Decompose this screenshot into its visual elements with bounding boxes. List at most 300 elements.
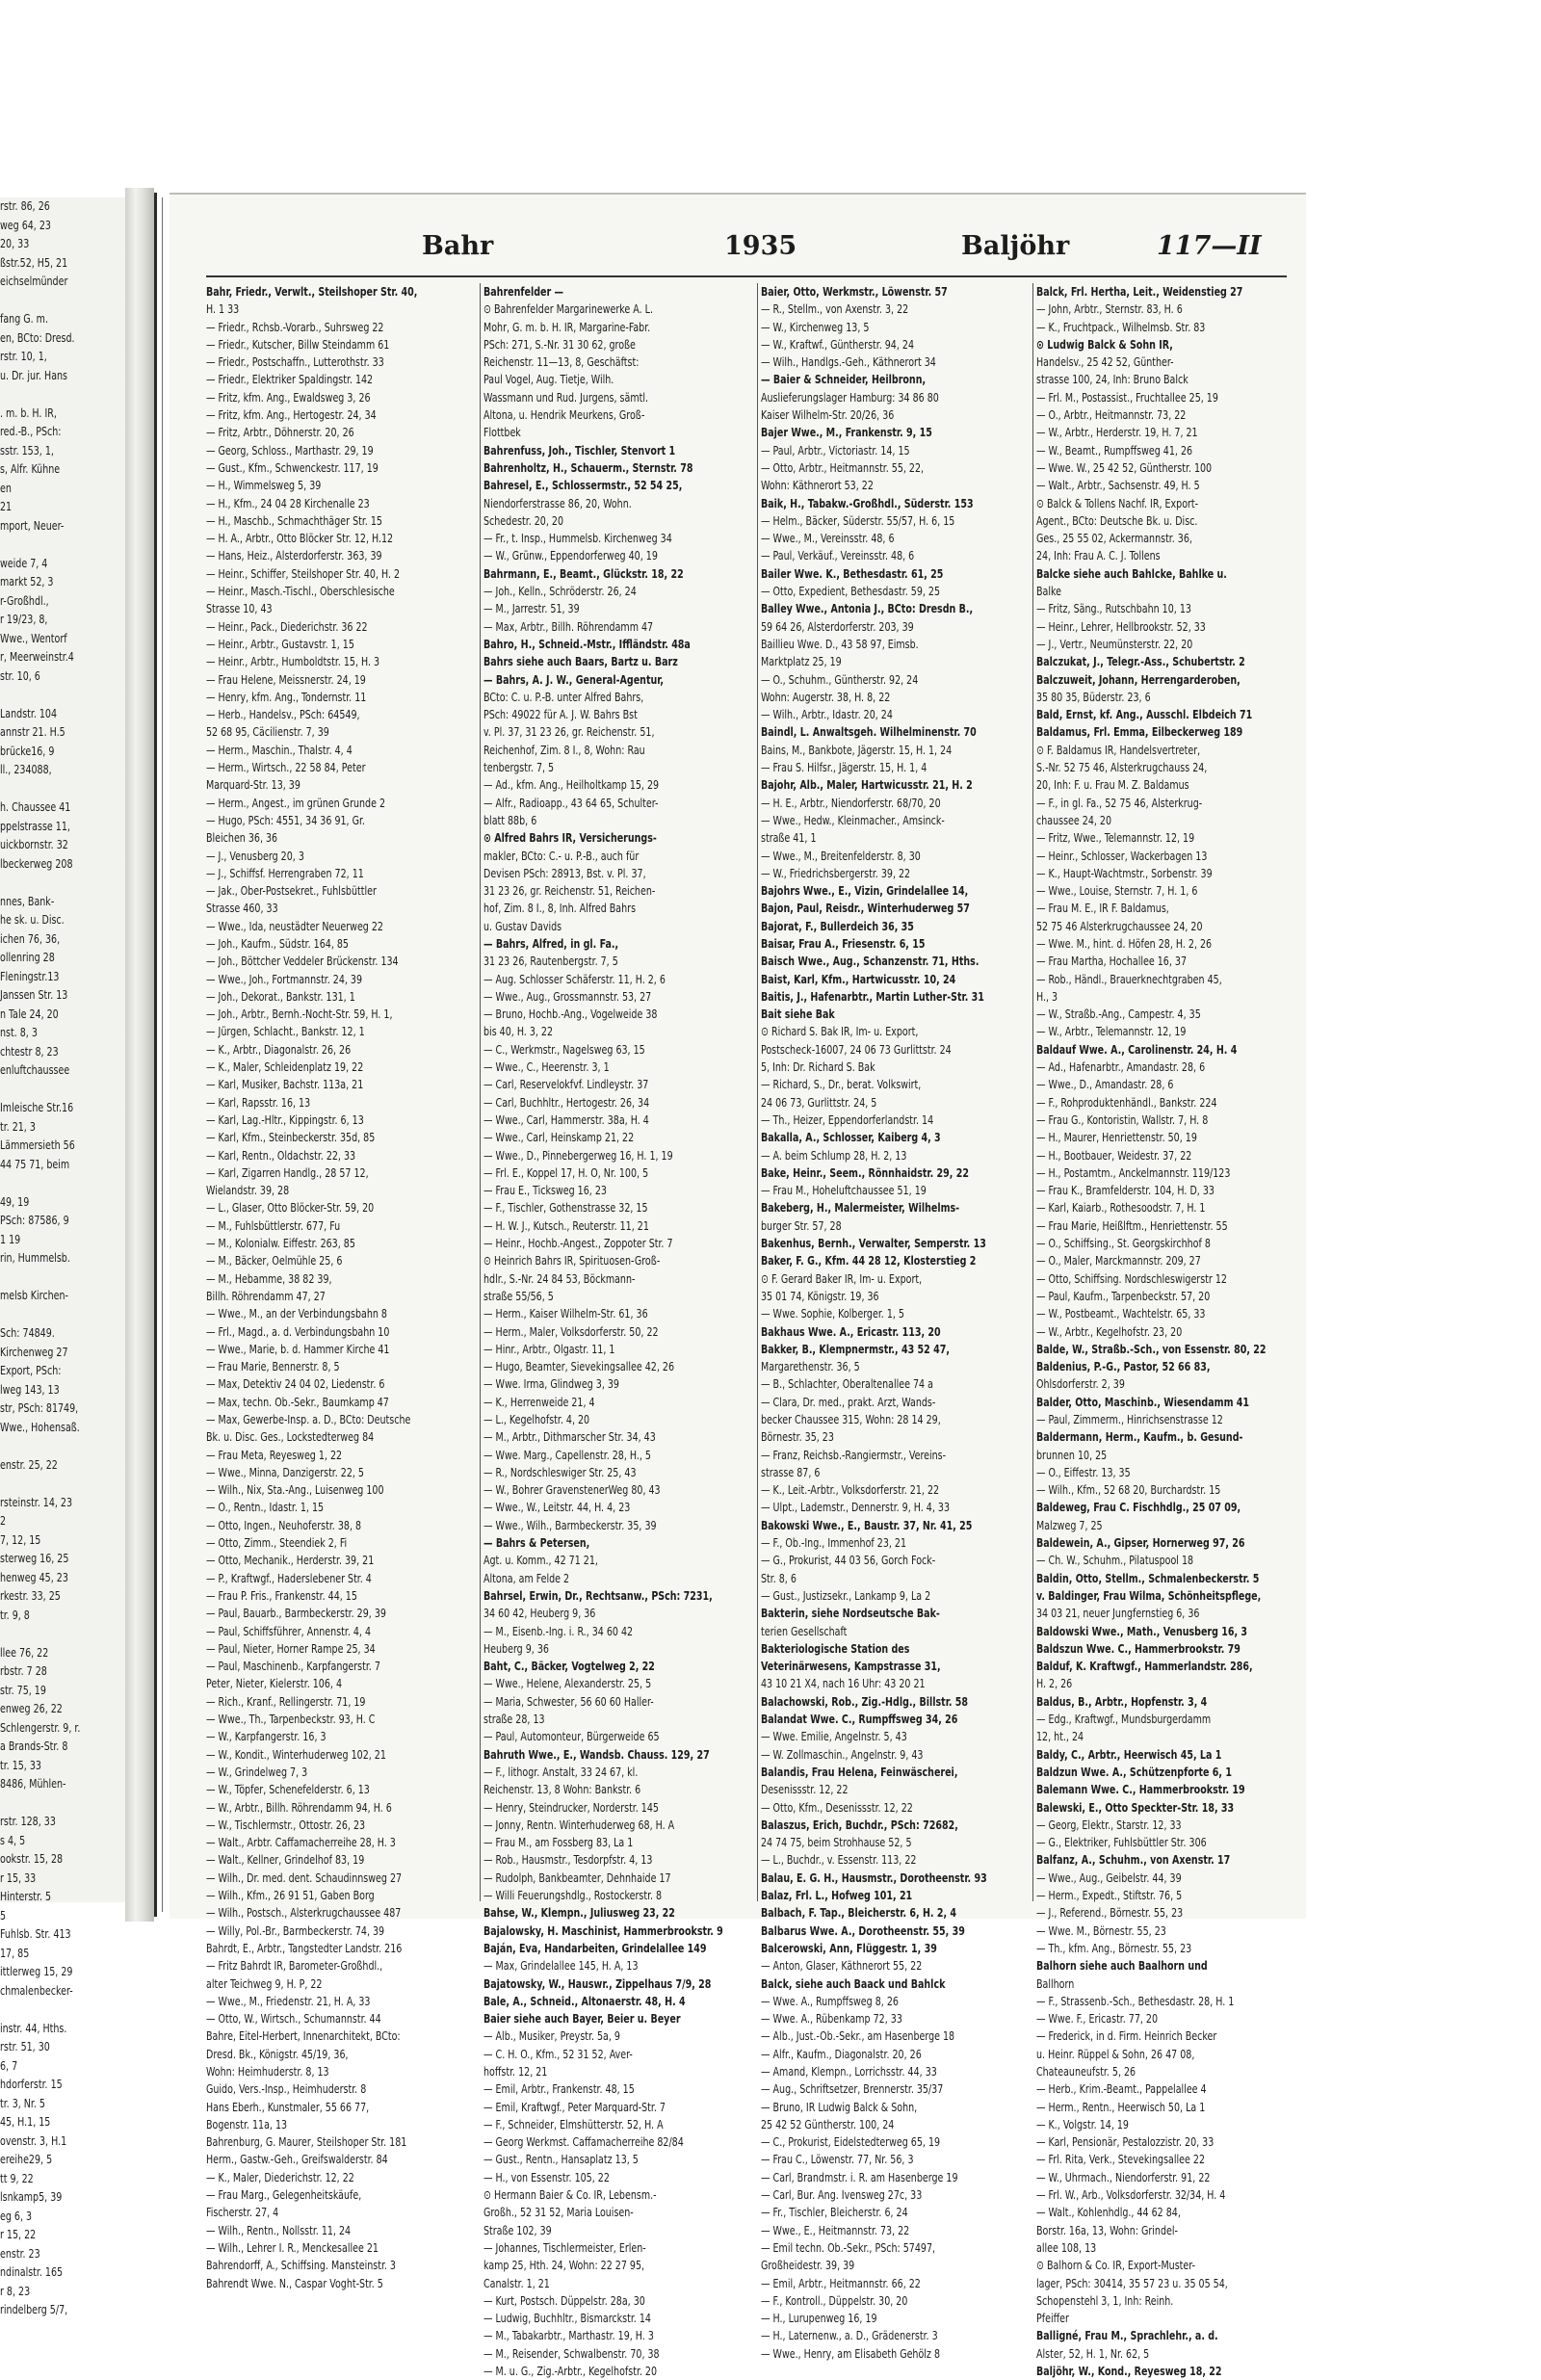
- directory-entry-heading: Bajon, Paul, Reisdr., Winterhuderweg 57: [761, 901, 970, 916]
- directory-entry-line: Wassmann und Rud. Jurgens, sämtl.: [483, 389, 649, 405]
- header-year: 1935: [724, 231, 797, 261]
- directory-entry-line: — W., Kraftwf., Güntherstr. 94, 24: [761, 336, 915, 352]
- directory-entry-heading: Baldenius, P.-G., Pastor, 52 66 83,: [1036, 1359, 1211, 1374]
- directory-entry-line: — L., Kegelhofstr. 4, 20: [483, 1412, 590, 1426]
- directory-entry-line: blatt 88b, 6: [483, 812, 537, 827]
- directory-entry-line: — Wilh., Handlgs.-Geh., Käthnerort 34: [761, 354, 936, 370]
- directory-entry-line: — H. A., Arbtr., Otto Blöcker Str. 12, H.12: [206, 531, 394, 546]
- previous-page-text-fragment: str, PSch: 81749,: [0, 1401, 79, 1415]
- directory-entry-line: — Anton, Glaser, Käthnerort 55, 22: [761, 1958, 923, 1974]
- directory-entry-line: — W., Grindelweg 7, 3: [206, 1764, 308, 1779]
- directory-entry-line: — Frau Martha, Hochallee 16, 37: [1036, 954, 1188, 969]
- previous-page-text-fragment: [0, 1306, 108, 1325]
- directory-entry-heading: Baldewein, A., Gipser, Hornerweg 97, 26: [1036, 1535, 1245, 1551]
- directory-entry-line: Altona, u. Hendrik Meurkens, Groß-: [483, 407, 645, 423]
- directory-entry-line: — Walt., Arbtr., Sachsenstr. 49, H. 5: [1036, 478, 1200, 493]
- directory-entry-line: — Bruno, Hochb.-Ang., Vogelweide 38: [483, 1007, 658, 1022]
- directory-entry-line: 59 64 26, Alsterdorferstr. 203, 39: [761, 618, 914, 634]
- previous-page-text-fragment: Landstr. 104: [0, 706, 58, 720]
- directory-entry-line: — H., Laternenw., a. D., Grädenerstr. 3: [761, 2328, 938, 2343]
- directory-entry-line: Bahrendt Wwe. N., Caspar Voght-Str. 5: [206, 2275, 383, 2290]
- directory-entry-line: Margarethenstr. 36, 5: [761, 1359, 860, 1374]
- directory-entry-line: Strasse 460, 33: [206, 901, 278, 916]
- directory-entry-line: 24, Inh: Frau A. C. J. Tollens: [1036, 548, 1161, 563]
- directory-entry-line: 52 75 46 Alsterkrugchaussee 24, 20: [1036, 918, 1203, 933]
- directory-entry-line: becker Chaussee 315, Wohn: 28 14 29,: [761, 1412, 941, 1426]
- directory-entry-line: Großheidestr. 39, 39: [761, 2258, 855, 2273]
- directory-entry-line: Bogenstr. 11a, 13: [206, 2116, 288, 2132]
- directory-entry-line: Ohlsdorferstr. 2, 39: [1036, 1376, 1125, 1392]
- directory-entry-line: — Frl. W., Arb., Volksdorferstr. 32/34, H. 4: [1036, 2187, 1226, 2203]
- previous-page-text-fragment: r 15, 22: [0, 2228, 37, 2241]
- directory-entry-heading: Bahrenfelder —: [483, 284, 564, 299]
- directory-entry-line: — W., Postbeamt., Wachtelstr. 65, 33: [1036, 1306, 1206, 1321]
- directory-entry-heading: Balewski, E., Otto Speckter-Str. 18, 33: [1036, 1799, 1235, 1815]
- previous-page-text-fragment: rstr. 86, 26: [0, 199, 50, 213]
- directory-entry-line: Flottbek: [483, 425, 521, 440]
- previous-page-text-fragment: PSch: 87586, 9: [0, 1214, 69, 1227]
- previous-page-text-fragment: ookstr. 15, 28: [0, 1852, 64, 1866]
- previous-page-text-fragment: weide 7, 4: [0, 556, 48, 570]
- directory-entry-line: — W., Kirchenweg 13, 5: [761, 319, 870, 334]
- directory-entry-line: strasse 100, 24, Inh: Bruno Balck: [1036, 372, 1188, 387]
- directory-entry-heading: Bahrmann, E., Beamt., Glückstr. 18, 22: [483, 565, 684, 581]
- directory-entry-line: Schedestr. 20, 20: [483, 512, 564, 528]
- directory-entry-line: — Heinr., Pack., Diederichstr. 36 22: [206, 618, 368, 634]
- directory-entry-line: — Paul, Kaufm., Tarpenbeckstr. 57, 20: [1036, 1288, 1211, 1303]
- directory-entry-heading: Baht, C., Bäcker, Vogtelweg 2, 22: [483, 1659, 655, 1674]
- directory-entry-line: — Wwe., W., Leitstr. 44, H. 4, 23: [483, 1500, 631, 1515]
- directory-entry-line: — Herb., Handelsv., PSch: 64549,: [206, 707, 360, 722]
- previous-page-text-fragment: annstr 21. H.5: [0, 725, 65, 739]
- previous-page-text-fragment: lsnkamp5, 39: [0, 2190, 63, 2204]
- directory-entry-heading: Baljöhr, W., Kond., Reyesweg 18, 22: [1036, 2364, 1222, 2379]
- directory-entry-line: — Hugo, PSch: 4551, 34 36 91, Gr.: [206, 812, 365, 827]
- column-divider: [757, 283, 758, 1901]
- previous-page-text-fragment: Wwe., Wentorf: [0, 631, 67, 645]
- directory-entry-line: — Alb., Just.-Ob.-Sekr., am Hasenberge 18: [761, 2028, 955, 2044]
- previous-page-text-fragment: r 19/23, 8,: [0, 613, 48, 626]
- directory-entry-line: — C. H. O., Kfm., 52 31 52, Aver-: [483, 2046, 633, 2061]
- directory-entry-heading: Balbach, F. Tap., Bleicherstr. 6, H. 2, 4: [761, 1905, 957, 1921]
- directory-entry-line: — Rob., Hausmstr., Tesdorpfstr. 4, 13: [483, 1852, 653, 1868]
- directory-entry-heading: Baitis, J., Hafenarbtr., Martin Luther-Str. 31: [761, 988, 984, 1004]
- previous-page-text-fragment: en: [0, 481, 12, 495]
- previous-page-text-fragment: 2: [0, 1514, 7, 1528]
- directory-entry-line: — Karl, Kfm., Steinbeckerstr. 35d, 85: [206, 1130, 376, 1145]
- previous-page-text-fragment: en, BCto: Dresd.: [0, 330, 75, 345]
- previous-page-text-fragment: str. 10, 6: [0, 668, 40, 683]
- directory-entry-line: — Wwe., Aug., Geibelstr. 44, 39: [1036, 1870, 1182, 1885]
- directory-entry-heading: Balaszus, Erich, Buchdr., PSch: 72682,: [761, 1817, 958, 1832]
- directory-entry-line: — Herm., Rentn., Heerwisch 50, La 1: [1036, 2099, 1206, 2114]
- previous-page-text-fragment: henweg 45, 23: [0, 1570, 68, 1584]
- directory-entry-line: — Wwe., Louise, Sternstr. 7, H. 1, 6: [1036, 883, 1198, 899]
- previous-page-text-fragment: sterweg 16, 25: [0, 1552, 69, 1565]
- directory-entry-line: — H., Maschb., Schmachthäger Str. 15: [206, 512, 382, 528]
- directory-entry-line: — Karl, Pensionär, Pestalozzistr. 20, 33: [1036, 2134, 1215, 2150]
- directory-entry-line: Bahre, Eitel-Herbert, Innenarchitekt, BCto:: [206, 2028, 401, 2044]
- directory-entry-line: — Emil, Arbtr., Heitmannstr. 66, 22: [761, 2275, 921, 2290]
- directory-entry-line: — R., Nordschleswiger Str. 25, 43: [483, 1464, 637, 1479]
- directory-entry-line: 12, ht., 24: [1036, 1729, 1084, 1744]
- column-1: [206, 283, 480, 2290]
- directory-entry-line: — Karl, Rentn., Oldachstr. 22, 33: [206, 1147, 356, 1163]
- previous-page-text-fragment: a Brands-Str. 8: [0, 1739, 68, 1753]
- directory-entry-line: — Th., Heizer, Eppendorferlandstr. 14: [761, 1112, 934, 1127]
- previous-page-text-fragment: [0, 2001, 108, 2020]
- directory-entry-heading: Bakhaus Wwe. A., Ericastr. 113, 20: [761, 1323, 941, 1339]
- directory-entry-heading: Baisar, Frau A., Friesenstr. 6, 15: [761, 935, 926, 951]
- previous-page-text-fragment: rstr. 128, 33: [0, 1815, 56, 1828]
- directory-entry-line: — Amand, Klempn., Lorrichsstr. 44, 33: [761, 2063, 937, 2079]
- directory-entry-line: — W. Zollmaschin., Angelnstr. 9, 43: [761, 1746, 924, 1762]
- directory-entry-line: Heuberg 9, 36: [483, 1640, 549, 1656]
- directory-entry-heading: — Baier & Schneider, Heilbronn,: [761, 372, 927, 387]
- directory-entry-line: — M., Hebamme, 38 82 39,: [206, 1270, 332, 1286]
- directory-entry-line: ⊙ Richard S. Bak IR, Im- u. Export,: [761, 1024, 919, 1039]
- directory-entry-heading: Bahro, H., Schneid.-Mstr., Iffländstr. 48a: [483, 636, 691, 651]
- previous-page-text-fragment: rbstr. 7 28: [0, 1664, 47, 1678]
- directory-entry-heading: — Bahrs, Alfred, in gl. Fa.,: [483, 935, 619, 951]
- directory-entry-line: bis 40, H. 3, 22: [483, 1024, 554, 1039]
- previous-page-text-fragment: Janssen Str. 13: [0, 988, 68, 1002]
- previous-page-text-fragment: llee 76, 22: [0, 1645, 49, 1660]
- previous-page-text-fragment: . m. b. H. IR,: [0, 405, 57, 420]
- previous-page-text-fragment: Kirchenweg 27: [0, 1345, 68, 1359]
- directory-entry-line: alter Teichweg 9, H. P, 22: [206, 1975, 323, 1991]
- directory-entry-line: — Friedr., Postschaffn., Lutterothstr. 33: [206, 354, 384, 370]
- directory-entry-line: 34 60 42, Heuberg 9, 36: [483, 1606, 596, 1621]
- directory-entry-line: — B., Schlachter, Oberaltenallee 74 a: [761, 1376, 933, 1392]
- previous-page-text-fragment: brücke16, 9: [0, 744, 55, 758]
- directory-entry-line: — Wilh., Rentn., Nollsstr. 11, 24: [206, 2222, 352, 2237]
- directory-entry-line: — F., Kontroll., Düppelstr. 30, 20: [761, 2292, 908, 2308]
- previous-page-text-fragment: [0, 292, 108, 311]
- directory-entry-line: — Hugo, Beamter, Sievekingsallee 42, 26: [483, 1359, 675, 1374]
- previous-page-text-fragment: ichen 76, 36,: [0, 931, 61, 946]
- previous-page-text-fragment: ollenring 28: [0, 951, 55, 964]
- directory-entry-line: brunnen 10, 25: [1036, 1447, 1108, 1462]
- directory-entry-line: 25 42 52 Güntherstr. 100, 24: [761, 2116, 895, 2132]
- directory-entry-line: — W., Arbtr., Telemannstr. 12, 19: [1036, 1024, 1187, 1039]
- directory-entry-line: — Wwe. Irma, Glindweg 3, 39: [483, 1376, 619, 1392]
- previous-page-text-fragment: [0, 780, 108, 799]
- previous-page-text-fragment: 5: [0, 1908, 7, 1922]
- directory-entry-line: — W., Friedrichsbergerstr. 39, 22: [761, 865, 911, 880]
- directory-entry-line: — Frl. E., Koppel 17, H. O, Nr. 100, 5: [483, 1164, 649, 1180]
- directory-entry-heading: Bajorat, F., Bullerdeich 36, 35: [761, 918, 914, 933]
- previous-page-text-fragment: Fuhlsb. Str. 413: [0, 1927, 71, 1941]
- directory-entry-heading: Bakteriologische Station des: [761, 1640, 910, 1656]
- directory-entry-line: Strasse 10, 43: [206, 601, 273, 616]
- directory-entry-line: Marquard-Str. 13, 39: [206, 777, 300, 793]
- directory-entry-line: terien Gesellschaft: [761, 1623, 848, 1638]
- directory-entry-line: — Heinr., Schlosser, Wackerbagen 13: [1036, 848, 1208, 863]
- directory-entry-line: — Jak., Ober-Postsekret., Fuhlsbüttler: [206, 883, 377, 899]
- previous-page-text-fragment: 17, 85: [0, 1946, 30, 1960]
- directory-entry-heading: Balcke siehe auch Bahlcke, Bahlke u.: [1036, 565, 1227, 581]
- directory-entry-heading: Balfanz, A., Schuhm., von Axenstr. 17: [1036, 1852, 1231, 1868]
- directory-entry-heading: Bake, Heinr., Seem., Rönnhaidstr. 29, 22: [761, 1164, 969, 1180]
- directory-entry-line: ⊙ Balck & Tollens Nachf. IR, Export-: [1036, 495, 1199, 510]
- directory-entry-line: Wohn: Augerstr. 38, H. 8, 22: [761, 689, 891, 704]
- directory-entry-heading: Bald, Ernst, kf. Ang., Ausschl. Elbdeich 71: [1036, 707, 1253, 722]
- directory-entry-line: — Henry, Steindrucker, Norderstr. 145: [483, 1799, 659, 1815]
- directory-entry-line: — Paul, Bauarb., Barmbeckerstr. 29, 39: [206, 1606, 386, 1621]
- directory-entry-line: — J., Schiffsf. Herrengraben 72, 11: [206, 865, 364, 880]
- directory-entry-line: Hans Eberh., Kunstmaler, 55 66 77,: [206, 2099, 370, 2114]
- directory-entry-line: chaussee 24, 20: [1036, 812, 1112, 827]
- directory-entry-line: — W., Bohrer GravenstenerWeg 80, 43: [483, 1482, 661, 1498]
- directory-entry-heading: Balligné, Frau M., Sprachlehr., a. d.: [1036, 2328, 1218, 2343]
- directory-entry-line: Str. 8, 6: [761, 1570, 797, 1585]
- previous-page-text-fragment: he sk. u. Disc.: [0, 913, 65, 927]
- directory-entry-line: — Joh., Kelln., Schröderstr. 26, 24: [483, 584, 637, 599]
- directory-entry-line: — Max, Grindelallee 145, H. A, 13: [483, 1958, 639, 1974]
- directory-entry-heading: Balbarus Wwe. A., Dorotheenstr. 55, 39: [761, 1922, 965, 1938]
- directory-entry-line: — Rob., Händl., Brauerknechtgraben 45,: [1036, 971, 1222, 986]
- directory-entry-line: — Clara, Dr. med., prakt. Arzt, Wands-: [761, 1394, 936, 1409]
- previous-page-text-fragment: chmalenbecker-: [0, 1983, 73, 1998]
- directory-entry-line: — Frau Marie, Heißlftm., Henriettenstr. 55: [1036, 1217, 1228, 1233]
- directory-entry-line: — Georg, Elektr., Starstr. 12, 33: [1036, 1817, 1182, 1832]
- directory-entry-line: — Frau K., Bramfelderstr. 104, H. D, 33: [1036, 1183, 1215, 1198]
- directory-entry-heading: Baldamus, Frl. Emma, Eilbeckerweg 189: [1036, 724, 1243, 740]
- directory-entry-line: Kaiser Wilhelm-Str. 20/26, 36: [761, 407, 895, 423]
- directory-entry-line: — K., Haupt-Wachtmstr., Sorbenstr. 39: [1036, 865, 1213, 880]
- previous-page-text-fragment: h. Chaussee 41: [0, 800, 71, 814]
- directory-entry-line: — Bruno, IR Ludwig Balck & Sohn,: [761, 2099, 918, 2114]
- directory-entry-line: Canalstr. 1, 21: [483, 2275, 550, 2290]
- previous-page-text-fragment: ereihe29, 5: [0, 2153, 53, 2166]
- directory-entry-line: — Frau G., Kontoristin, Wallstr. 7, H. 8: [1036, 1112, 1209, 1127]
- previous-page-text-fragment: [0, 1081, 108, 1100]
- previous-page-text-fragment: instr. 44, Hths.: [0, 2021, 67, 2035]
- directory-entry-line: — Carl, Bur. Ang. Ivensweg 27c, 33: [761, 2187, 923, 2203]
- header-last-entry: Baljöhr: [961, 231, 1070, 261]
- directory-entry-line: — Wwe., Aug., Grossmannstr. 53, 27: [483, 988, 652, 1004]
- previous-page-text-fragment: sstr. 153, 1,: [0, 443, 54, 458]
- page-number: 117—II: [1157, 231, 1262, 261]
- directory-entry-line: — W., Töpfer, Schenefelderstr. 6, 13: [206, 1782, 370, 1797]
- directory-entry-line: Schopenstehl 3, 1, Inh: Reinh.: [1036, 2292, 1174, 2308]
- directory-entry-line: — W., Straßb.-Ang., Campestr. 4, 35: [1036, 1007, 1201, 1022]
- directory-entry-heading: ⊙ Alfred Bahrs IR, Versicherungs-: [483, 830, 657, 846]
- page-header: [170, 231, 1306, 270]
- directory-entry-heading: Balde, W., Straßb.-Sch., von Essenstr. 80, 22: [1036, 1341, 1267, 1356]
- directory-entry-line: — Frau S. Hilfsr., Jägerstr. 15, H. 1, 4: [761, 760, 927, 775]
- previous-page-text-fragment: 44 75 71, beim: [0, 1157, 70, 1171]
- directory-entry-line: — A. beim Schlump 28, H. 2, 13: [761, 1147, 907, 1163]
- directory-entry-line: — K., Volgstr. 14, 19: [1036, 2116, 1129, 2132]
- directory-entry-line: — Helm., Bäcker, Süderstr. 55/57, H. 6, 15: [761, 512, 955, 528]
- directory-entry-heading: Baldeweg, Frau C. Fischhdlg., 25 07 09,: [1036, 1500, 1241, 1515]
- directory-entry-heading: Balczuweit, Johann, Herrengarderoben,: [1036, 671, 1241, 687]
- directory-entry-line: — Karl, Zigarren Handlg., 28 57 12,: [206, 1164, 369, 1180]
- directory-entry-line: — Frau M., am Fossberg 83, La 1: [483, 1835, 634, 1850]
- directory-entry-line: — G., Elektriker, Fuhlsbüttler Str. 306: [1036, 1835, 1207, 1850]
- directory-entry-line: — Wwe. Marg., Capellenstr. 28, H., 5: [483, 1447, 651, 1462]
- directory-entry-line: — Wwe., Wilh., Barmbeckerstr. 35, 39: [483, 1517, 657, 1532]
- directory-entry-line: — Carl, Brandmstr. i. R. am Hasenberge 19: [761, 2169, 958, 2184]
- previous-page-text-fragment: n Tale 24, 20: [0, 1007, 59, 1021]
- directory-entry-line: Chateauneufstr. 5, 26: [1036, 2063, 1136, 2079]
- directory-entry-heading: Baier siehe auch Bayer, Beier u. Beyer: [483, 2011, 681, 2027]
- directory-entry-line: — Karl, Lag.-Hltr., Kippingstr. 6, 13: [206, 1112, 364, 1127]
- directory-entry-line: — Wilh., Lehrer I. R., Menckesallee 21: [206, 2239, 379, 2255]
- directory-entry-line: makler, BCto: C.- u. P.-B., auch für: [483, 848, 640, 863]
- directory-entry-line: Billh. Röhrendamm 47, 27: [206, 1288, 326, 1303]
- previous-page-text-fragment: 45, H.1, 15: [0, 2115, 51, 2129]
- gutter-line: [154, 193, 157, 1917]
- directory-entry-line: — Joh., Dekorat., Bankstr. 131, 1: [206, 988, 355, 1004]
- directory-entry-line: — Fr., t. Insp., Hummelsb. Kirchenweg 34: [483, 531, 672, 546]
- directory-entry-line: — Wilh., Nix, Sta.-Ang., Luisenweg 100: [206, 1482, 384, 1498]
- directory-entry-line: — K., Maler, Diederichstr. 12, 22: [206, 2169, 354, 2184]
- previous-page-text-fragment: r 15, 33: [0, 1870, 37, 1885]
- directory-entry-line: Agent., BCto: Deutsche Bk. u. Disc.: [1036, 512, 1198, 528]
- directory-entry-line: Pfeiffer: [1036, 2311, 1069, 2326]
- directory-entry-line: — Frau M., Hoheluftchaussee 51, 19: [761, 1183, 927, 1198]
- directory-entry-line: Borstr. 16a, 13, Wohn: Grindel-: [1036, 2222, 1178, 2237]
- previous-page-text-fragment: uickbornstr. 32: [0, 838, 68, 851]
- directory-entry-line: — Georg Werkmst. Caffamacherreihe 82/84: [483, 2134, 684, 2150]
- directory-entry-line: — M., Tabakarbtr., Marthastr. 19, H. 3: [483, 2328, 654, 2343]
- directory-entry-line: — Henry, kfm. Ang., Tondernstr. 11: [206, 689, 367, 704]
- directory-entry-line: — W., Tischlermstr., Ottostr. 26, 23: [206, 1817, 366, 1832]
- directory-entry-heading: Baldermann, Herm., Kaufm., b. Gesund-: [1036, 1429, 1243, 1445]
- directory-entry-line: — Herm., Kaiser Wilhelm-Str. 61, 36: [483, 1306, 648, 1321]
- previous-page-text-fragment: lweg 143, 13: [0, 1382, 60, 1397]
- directory-entry-line: Bleichen 36, 36: [206, 830, 278, 846]
- directory-entry-line: — H., Kfm., 24 04 28 Kirchenalle 23: [206, 495, 370, 510]
- previous-page-text-fragment: Lämmersieth 56: [0, 1138, 75, 1152]
- directory-entry-line: — H. E., Arbtr., Niendorferstr. 68/70, 20: [761, 795, 941, 810]
- directory-entry-line: — Herm., Maschin., Thalstr. 4, 4: [206, 742, 353, 757]
- previous-page-text-fragment: Hinterstr. 5: [0, 1890, 52, 1903]
- directory-entry-line: — H., von Essenstr. 105, 22: [483, 2169, 610, 2184]
- previous-page-text-fragment: [0, 1794, 108, 1814]
- directory-entry-line: lager, PSch: 30414, 35 57 23 u. 35 05 54,: [1036, 2275, 1228, 2290]
- directory-entry-line: — Herm., Maler, Volksdorferstr. 50, 22: [483, 1323, 659, 1339]
- directory-entry-line: — M., Fuhlsbüttlerstr. 677, Fu: [206, 1217, 341, 1233]
- directory-entry-line: — Hinr., Arbtr., Olgastr. 11, 1: [483, 1341, 615, 1356]
- directory-entry-line: — Frau Helene, Meissnerstr. 24, 19: [206, 671, 366, 687]
- directory-entry-line: — M., Reisender, Schwalbenstr. 70, 38: [483, 2345, 660, 2361]
- directory-entry-line: PSch: 271, S.-Nr. 31 30 62, große: [483, 336, 636, 352]
- directory-entry-line: — G., Prokurist, 44 03 56, Gorch Fock-: [761, 1553, 936, 1568]
- directory-entry-line: — F., Strassenb.-Sch., Bethesdastr. 28, H. 1: [1036, 1993, 1235, 2008]
- directory-entry-line: — Wilh., Postsch., Alsterkrugchaussee 487: [206, 1905, 402, 1921]
- directory-entry-line: — Wwe. A., Rübenkamp 72, 33: [761, 2011, 902, 2027]
- gutter-line-thin: [162, 197, 163, 1912]
- directory-entry-line: — Wwe., D., Pinnebergerweg 16, H. 1, 19: [483, 1147, 673, 1163]
- previous-page-text-fragment: ovenstr. 3, H.1: [0, 2133, 67, 2148]
- directory-entry-line: hof, Zim. 8 I., 8, Inh. Alfred Bahrs: [483, 901, 637, 916]
- directory-entry-line: — O., Schuhm., Güntherstr. 92, 24: [761, 671, 919, 687]
- directory-entry-heading: Baindl, L. Anwaltsgeh. Wilhelminenstr. 70: [761, 724, 977, 740]
- previous-page-text-fragment: lbeckerweg 208: [0, 856, 73, 871]
- directory-entry-line: Dresd. Bk., Königstr. 45/19, 36,: [206, 2046, 349, 2061]
- previous-page-text-fragment: enluftchaussee: [0, 1063, 70, 1077]
- directory-entry-line: — Wwe. W., 25 42 52, Güntherstr. 100: [1036, 459, 1213, 475]
- directory-entry-heading: Balandis, Frau Helena, Feinwäscherei,: [761, 1764, 958, 1779]
- directory-entry-line: — Wwe., Joh., Fortmannstr. 24, 39: [206, 971, 363, 986]
- directory-entry-line: — F., Ob.-Ing., Immenhof 23, 21: [761, 1535, 907, 1551]
- previous-page-text-fragment: r, Meerweinstr.4: [0, 650, 74, 664]
- previous-page-text-fragment: str. 75, 19: [0, 1683, 46, 1697]
- directory-entry-line: — Wwe., Marie, b. d. Hammer Kirche 41: [206, 1341, 390, 1356]
- previous-page-text-fragment: [0, 1437, 108, 1456]
- directory-entry-line: — Heinr., Lehrer, Hellbrookstr. 52, 33: [1036, 618, 1206, 634]
- previous-page-text-fragment: enstr. 23: [0, 2246, 40, 2261]
- directory-entry-line: — Wwe., M., Breitenfelderstr. 8, 30: [761, 848, 921, 863]
- previous-page-text-fragment: [0, 1625, 108, 1644]
- directory-entry-heading: Balck, Frl. Hertha, Leit., Weidenstieg 27: [1036, 284, 1243, 299]
- directory-entry-line: — Max, Arbtr., Billh. Röhrendamm 47: [483, 618, 654, 634]
- directory-entry-heading: Baik, H., Tabakw.-Großhdl., Süderstr. 153: [761, 495, 974, 510]
- directory-entry-line: — O., Eiffestr. 13, 35: [1036, 1464, 1131, 1479]
- directory-entry-line: Bahrendorff, A., Schiffsing. Mansteinstr. 3: [206, 2258, 396, 2273]
- directory-entry-line: — Frau M. E., IR F. Baldamus,: [1036, 901, 1169, 916]
- directory-entry-heading: Bahrs siehe auch Baars, Bartz u. Barz: [483, 654, 678, 669]
- directory-entry-line: — O., Maler, Marckmannstr. 209, 27: [1036, 1253, 1201, 1268]
- previous-page-text-fragment: [0, 536, 108, 555]
- directory-entry-line: — Gust., Kfm., Schwenckestr. 117, 19: [206, 459, 379, 475]
- directory-entry-heading: Bajohr, Alb., Maler, Hartwicusstr. 21, H. 2: [761, 777, 973, 793]
- directory-entry-line: — John, Arbtr., Sternstr. 83, H. 6: [1036, 301, 1183, 317]
- directory-entry-line: — Wwe., Th., Tarpenbeckstr. 93, H. C: [206, 1712, 376, 1727]
- directory-entry-line: Reichenstr. 13, 8 Wohn: Bankstr. 6: [483, 1782, 641, 1797]
- directory-entry-line: burger Str. 57, 28: [761, 1217, 842, 1233]
- previous-page-text-fragment: rsteinstr. 14, 23: [0, 1495, 73, 1509]
- previous-page-text-fragment: nst. 8, 3: [0, 1026, 38, 1039]
- previous-page-text-fragment: u. Dr. jur. Hans: [0, 368, 68, 382]
- directory-entry-heading: Bahrsel, Erwin, Dr., Rechtsanw., PSch: 7231,: [483, 1587, 713, 1603]
- directory-entry-line: — H., Wimmelsweg 5, 39: [206, 478, 322, 493]
- directory-entry-line: — Gust., Justizsekr., Lankamp 9, La 2: [761, 1587, 931, 1603]
- previous-page-text-fragment: tr. 3, Nr. 5: [0, 2096, 45, 2110]
- directory-entry-heading: Bajatowsky, W., Hauswr., Zippelhaus 7/9, 28: [483, 1975, 712, 1991]
- directory-entry-line: — K., Leit.-Arbtr., Volksdorferstr. 21, 22: [761, 1482, 940, 1498]
- directory-entry-line: — F., Rohproduktenhändl., Bankstr. 224: [1036, 1094, 1217, 1110]
- directory-entry-line: — Fritz, Arbtr., Döhnerstr. 20, 26: [206, 425, 354, 440]
- directory-entry-line: — M. u. G., Zig.-Arbtr., Kegelhofstr. 20: [483, 2364, 658, 2379]
- directory-entry-line: hoffstr. 12, 21: [483, 2063, 548, 2079]
- directory-entry-line: — Wilh., Dr. med. dent. Schaudinnsweg 27: [206, 1870, 403, 1885]
- previous-page-text-fragment: [0, 385, 108, 405]
- directory-entry-line: Peter, Nieter, Kielerstr. 106, 4: [206, 1676, 343, 1691]
- directory-entry-line: — Aug., Schriftsetzer, Brennerstr. 35/37: [761, 2081, 944, 2097]
- directory-entry-heading: Baján, Eva, Handarbeiten, Grindelallee 149: [483, 1940, 707, 1955]
- previous-page-text-fragment: Export, PSch:: [0, 1364, 62, 1377]
- directory-entry-line: Großh., 52 31 52, Maria Louisen-: [483, 2205, 634, 2220]
- directory-entry-line: Agt. u. Komm., 42 71 21,: [483, 1553, 598, 1568]
- previous-page-text-fragment: tr. 21, 3: [0, 1119, 36, 1134]
- previous-page-text-fragment: ßstr.52, H5, 21: [0, 255, 68, 270]
- previous-page-text-fragment: rkestr. 33, 25: [0, 1589, 61, 1603]
- previous-page-text-fragment: fang G. m.: [0, 312, 48, 326]
- directory-entry-line: — Richard, S., Dr., berat. Volkswirt,: [761, 1077, 922, 1092]
- previous-page-text-fragment: eg 6, 3: [0, 2209, 33, 2223]
- directory-entry-line: — Gust., Rentn., Hansaplatz 13, 5: [483, 2152, 639, 2167]
- previous-page-text-fragment: ndinalstr. 165: [0, 2265, 64, 2279]
- directory-entry-line: — Wwe., Helene, Alexanderstr. 25, 5: [483, 1676, 652, 1691]
- directory-entry-line: — Karl, Kaiarb., Rothesoodstr. 7, H. 1: [1036, 1200, 1206, 1216]
- directory-entry-line: — Ad., Hafenarbtr., Amandastr. 28, 6: [1036, 1059, 1206, 1075]
- directory-entry-line: — Walt., Kellner, Grindelhof 83, 19: [206, 1852, 365, 1868]
